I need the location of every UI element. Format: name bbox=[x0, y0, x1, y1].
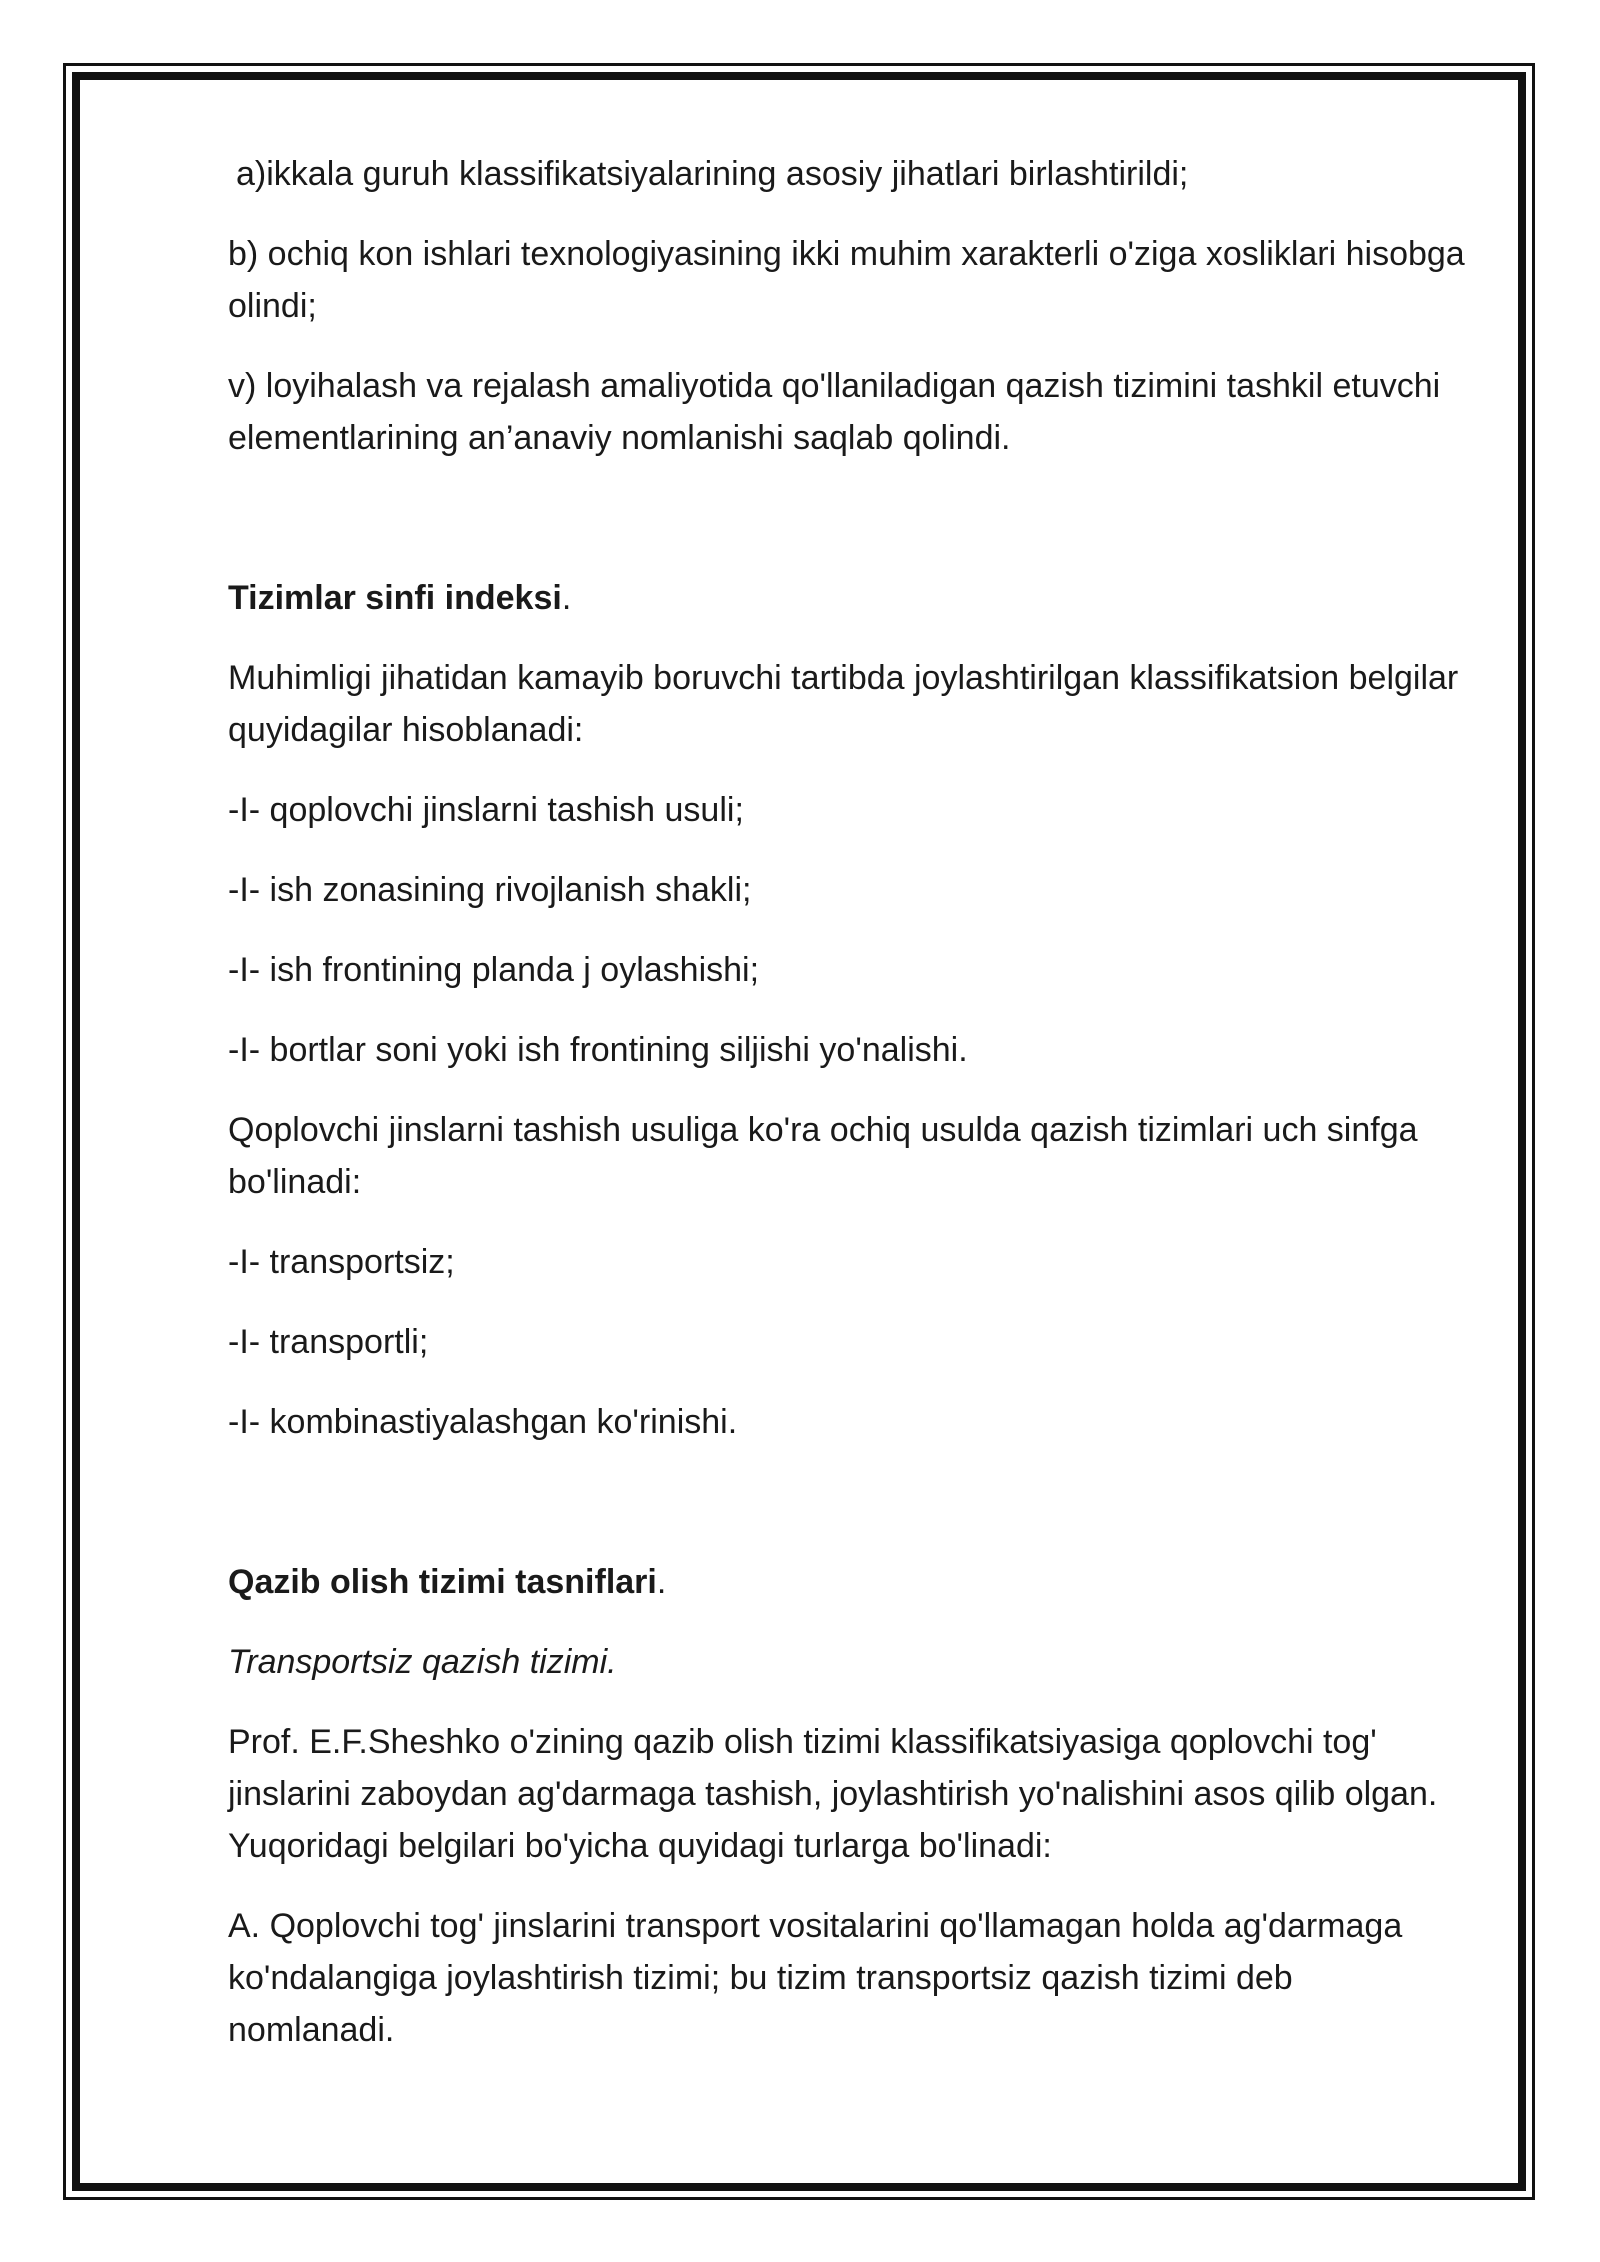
section-heading-1-tail: . bbox=[561, 579, 572, 617]
document-body bbox=[228, 148, 1468, 2084]
section-heading-1 bbox=[228, 572, 1468, 624]
list-item: -I- ish frontining planda j oylashishi; bbox=[228, 951, 760, 989]
section-heading-2-bold: Qazib olish tizimi tasniflari bbox=[228, 1563, 657, 1601]
list-item: -I- transportsiz; bbox=[228, 1243, 455, 1281]
paragraph-v: v) loyihalash va rejalash amaliyotida qo'llaniladigan qazish tizimini tashkil etuvchi elementlarining an’anaviy nomlanishi saqlab qolindi. bbox=[228, 367, 1441, 457]
paragraph-b: b) ochiq kon ishlari texnologiyasining ikki muhim xarakterli o'ziga xosliklari hisobga olindi; bbox=[228, 235, 1465, 325]
list-item: -I- qoplovchi jinslarni tashish usuli; bbox=[228, 791, 744, 829]
section-heading-1-bold: Tizimlar sinfi indeksi bbox=[228, 579, 562, 617]
section-heading-2-tail: . bbox=[656, 1563, 667, 1601]
subheading-italic: Transportsiz qazish tizimi. bbox=[228, 1643, 617, 1681]
list-item: -I- kombinastiyalashgan ko'rinishi. bbox=[228, 1403, 738, 1441]
spacer bbox=[228, 492, 1468, 572]
list-item: -I- transportli; bbox=[228, 1323, 429, 1361]
spacer bbox=[228, 1476, 1468, 1556]
paragraph-intro: Muhimligi jihatidan kamayib boruvchi tartibda joylashtirilgan klassifikatsion belgilar quyidagilar hisoblanadi: bbox=[228, 659, 1459, 749]
paragraph-A: A. Qoplovchi tog' jinslarini transport vositalarini qo'llamagan holda ag'darmaga ko'ndalangiga joylashtirish tizimi; bu tizim transportsiz qazish tizimi deb nomlanadi. bbox=[228, 1907, 1403, 2049]
list-item: -I- bortlar soni yoki ish frontining siljishi yo'nalishi. bbox=[228, 1031, 968, 1069]
list-item: -I- ish zonasining rivojlanish shakli; bbox=[228, 871, 752, 909]
section-heading-2 bbox=[228, 1556, 1468, 1608]
paragraph-prof: Prof. E.F.Sheshko o'zining qazib olish tizimi klassifikatsiyasiga qoplovchi tog' jinslarini zaboydan ag'darmaga tashish, joylashtirish yo'nalishini asos qilib olgan. Yuqoridagi belgilari bo'yicha quyidagi turlarga bo'linadi: bbox=[228, 1723, 1438, 1865]
paragraph-classes: Qoplovchi jinslarni tashish usuliga ko'ra ochiq usulda qazish tizimlari uch sinfga bo'linadi: bbox=[228, 1111, 1418, 1201]
paragraph-a: a)ikkala guruh klassifikatsiyalarining asosiy jihatlari birlashtirildi; bbox=[236, 155, 1189, 193]
